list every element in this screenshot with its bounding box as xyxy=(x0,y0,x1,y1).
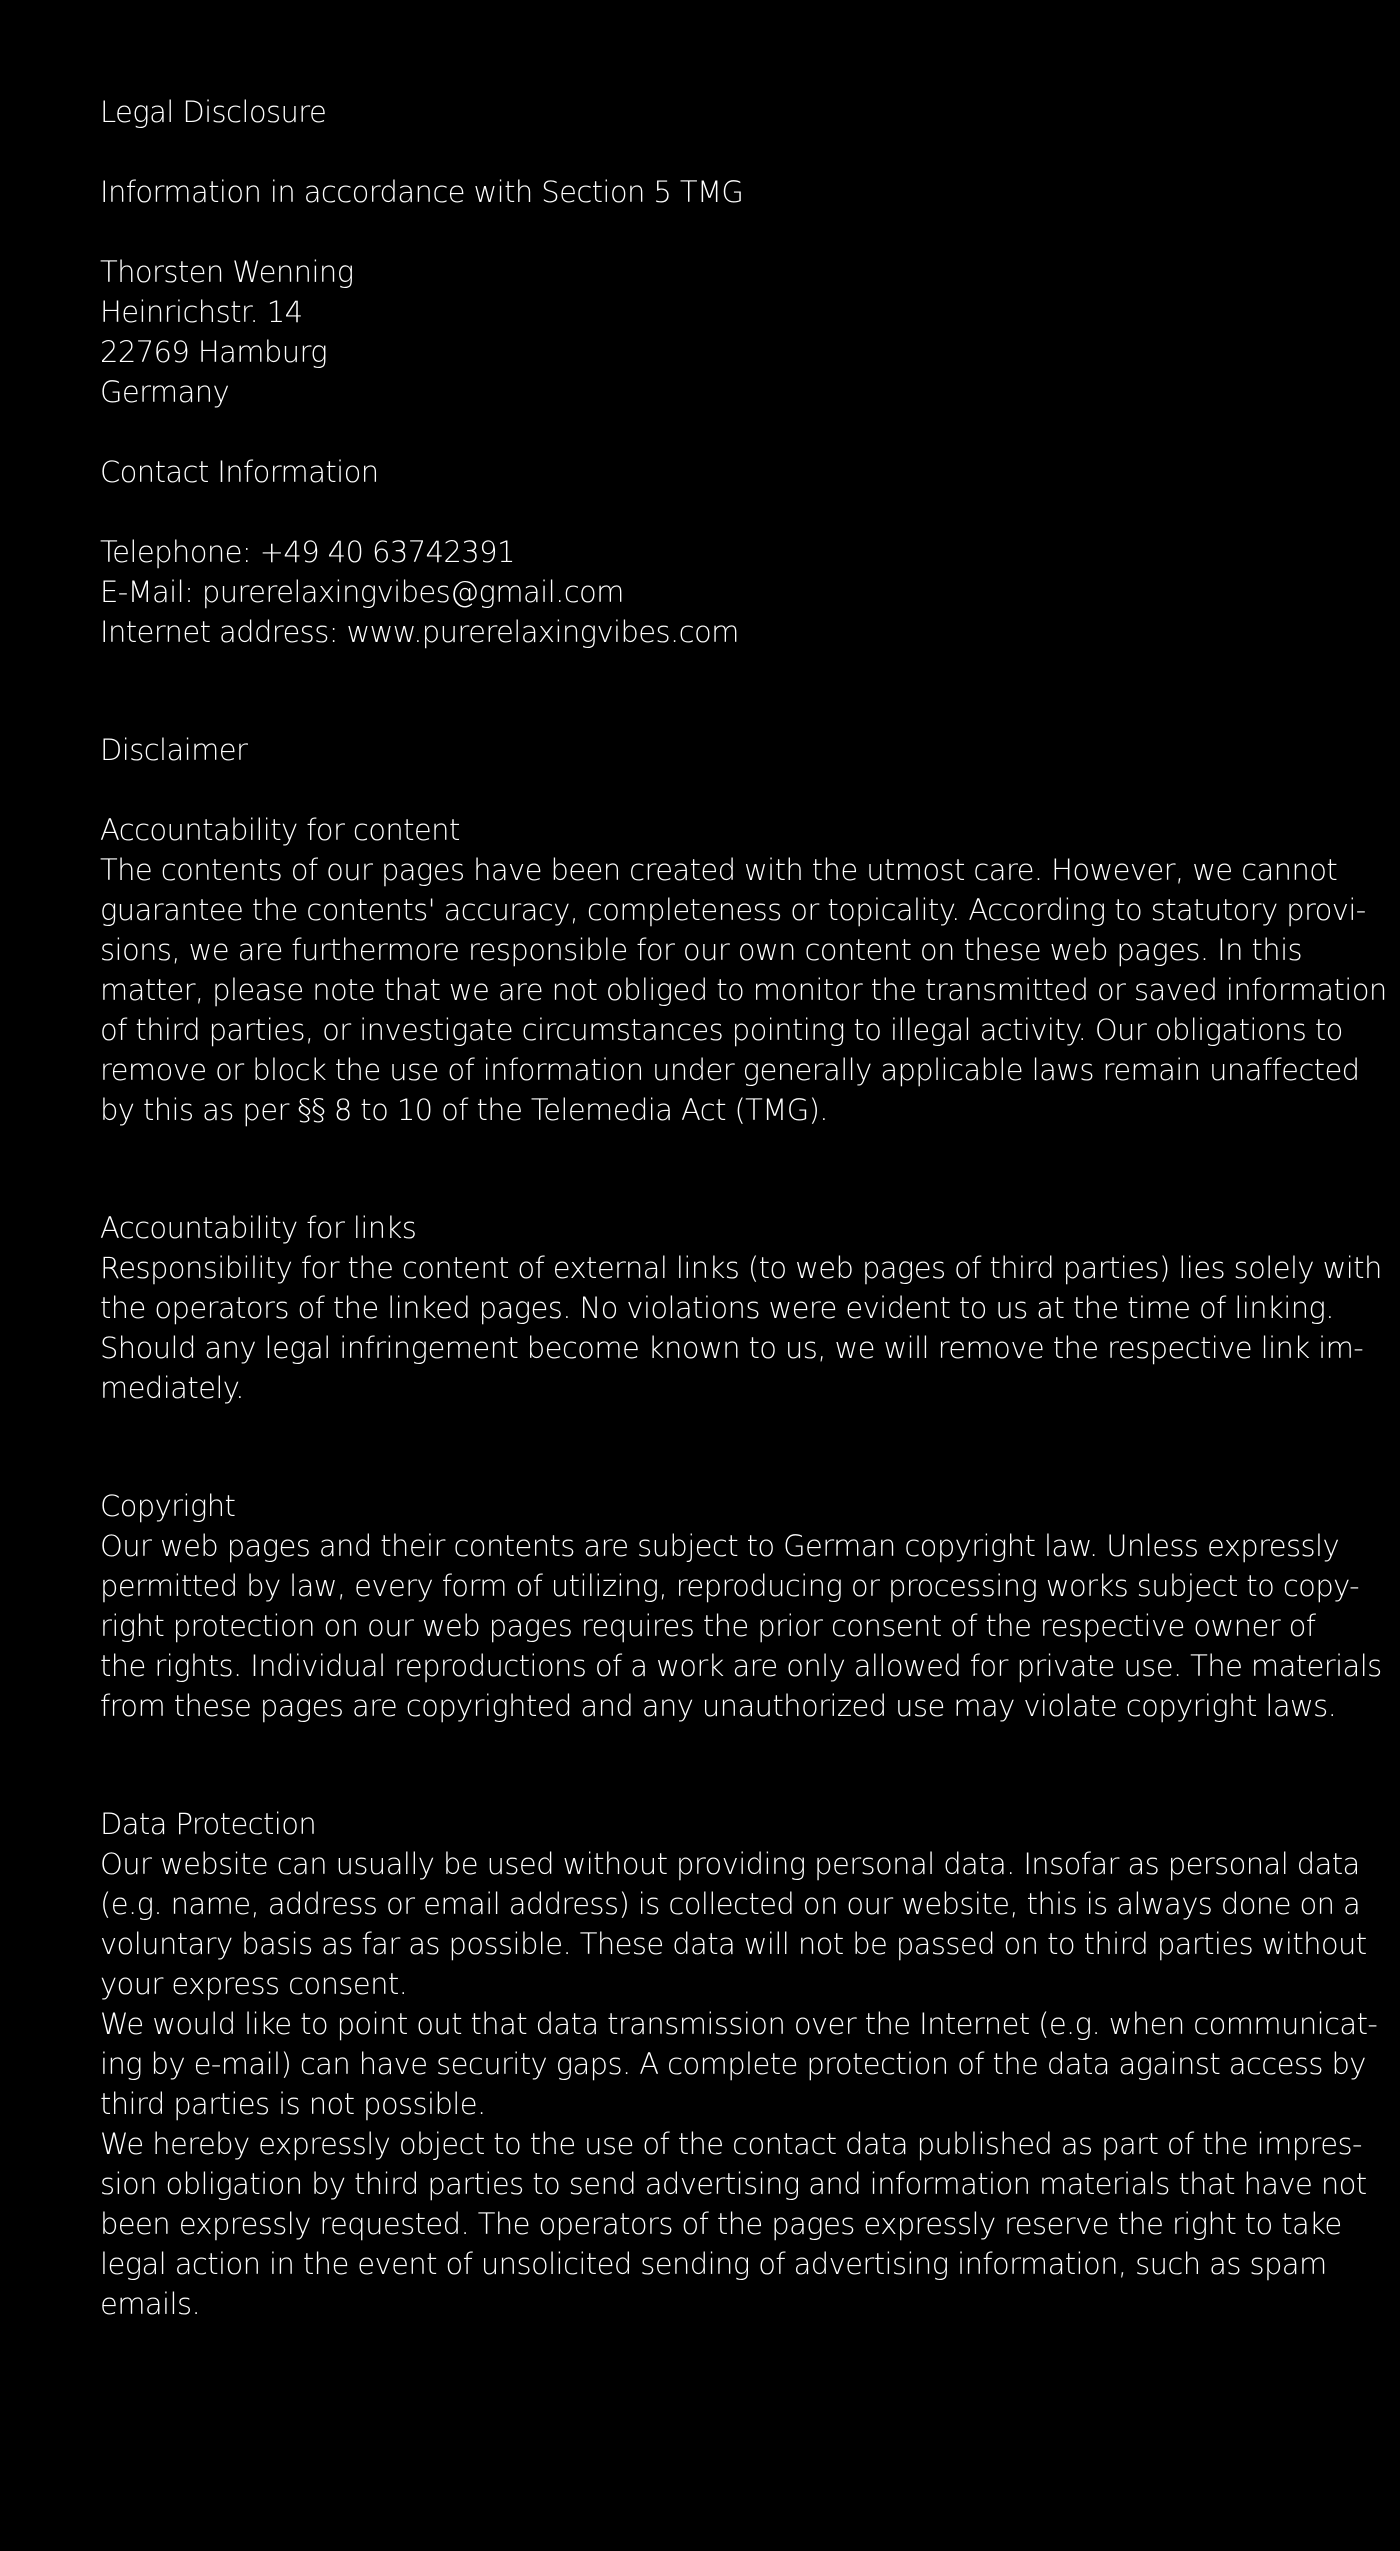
content-section xyxy=(100,810,1387,1130)
data-protection-line: third parties is not possible. xyxy=(100,2087,486,2121)
links-section xyxy=(100,1208,1382,1408)
copyright-line: permitted by law, every form of utilizing, reproducing or processing works subject to copy- xyxy=(100,1569,1360,1603)
address-street: Heinrichstr. 14 xyxy=(100,295,303,329)
telephone: Telephone: +49 40 63742391 xyxy=(100,535,515,569)
address-city: 22769 Hamburg xyxy=(100,335,328,369)
data-protection-line: your express consent. xyxy=(100,1967,408,2001)
content-line: by this as per §§ 8 to 10 of the Telemedia Act (TMG). xyxy=(100,1093,828,1127)
data-protection-line: (e.g. name, address or email address) is collected on our website, this is always done on a xyxy=(100,1887,1361,1921)
data-protection-section xyxy=(100,1804,1378,2324)
links-line: Responsibility for the content of external links (to web pages of third parties) lies solely with xyxy=(100,1251,1382,1285)
data-protection-line: We hereby expressly object to the use of the contact data published as part of the impres- xyxy=(100,2127,1362,2161)
content-line: The contents of our pages have been created with the utmost care. However, we cannot xyxy=(100,853,1338,887)
internet-row xyxy=(100,612,1300,652)
links-heading: Accountability for links xyxy=(100,1211,417,1245)
copyright-line: the rights. Individual reproductions of a work are only allowed for private use. The materials xyxy=(100,1649,1382,1683)
data-protection-line: been expressly requested. The operators of the pages expressly reserve the right to take xyxy=(100,2207,1342,2241)
email-row xyxy=(100,572,1300,612)
address-name: Thorsten Wenning xyxy=(100,255,354,289)
copyright-line: right protection on our web pages requires the prior consent of the respective owner of xyxy=(100,1609,1316,1643)
data-protection-line: legal action in the event of unsolicited sending of advertising information, such as spam xyxy=(100,2247,1327,2281)
copyright-section xyxy=(100,1486,1382,1726)
content-line: sions, we are furthermore responsible for our own content on these web pages. In this xyxy=(100,933,1303,967)
email-link[interactable]: purerelaxingvibes@gmail.com xyxy=(201,575,624,609)
data-protection-line: voluntary basis as far as possible. These data will not be passed on to third parties without xyxy=(100,1927,1367,1961)
email-label: E-Mail: xyxy=(100,575,202,609)
data-protection-line: emails. xyxy=(100,2287,201,2321)
data-protection-line: sion obligation by third parties to send advertising and information materials that have not xyxy=(100,2167,1367,2201)
copyright-line: from these pages are copyrighted and any unauthorized use may violate copyright laws. xyxy=(100,1689,1337,1723)
content-line: of third parties, or investigate circumstances pointing to illegal activity. Our obligations to xyxy=(100,1013,1343,1047)
data-protection-line: Our website can usually be used without providing personal data. Insofar as personal data xyxy=(100,1847,1360,1881)
internet-label: Internet address: xyxy=(100,615,347,649)
website-link[interactable]: www.purerelaxingvibes.com xyxy=(346,615,739,649)
content-line: guarantee the contents' accuracy, completeness or topicality. According to statutory provi- xyxy=(100,893,1366,927)
copyright-line: Our web pages and their contents are subject to German copyright law. Unless expressly xyxy=(100,1529,1340,1563)
address-country: Germany xyxy=(100,375,230,409)
contact-details xyxy=(100,532,1300,652)
data-protection-heading: Data Protection xyxy=(100,1807,317,1841)
contact-heading: Contact Information xyxy=(100,455,379,489)
data-protection-line: ing by e-mail) can have security gaps. A complete protection of the data against access by xyxy=(100,2047,1366,2081)
postal-address xyxy=(100,252,1300,412)
links-line: mediately. xyxy=(100,1371,244,1405)
data-protection-line: We would like to point out that data transmission over the Internet (e.g. when communicat- xyxy=(100,2007,1378,2041)
copyright-heading: Copyright xyxy=(100,1489,236,1523)
disclaimer-title: Disclaimer xyxy=(100,733,248,767)
content-line: remove or block the use of information under generally applicable laws remain unaffected xyxy=(100,1053,1360,1087)
links-line: Should any legal infringement become known to us, we will remove the respective link im- xyxy=(100,1331,1364,1365)
legal-disclosure-title: Legal Disclosure xyxy=(100,95,327,129)
tmg-info: Information in accordance with Section 5 TMG xyxy=(100,175,744,209)
links-line: the operators of the linked pages. No violations were evident to us at the time of linking. xyxy=(100,1291,1334,1325)
content-line: matter, please note that we are not obliged to monitor the transmitted or saved information xyxy=(100,973,1387,1007)
content-heading: Accountability for content xyxy=(100,813,460,847)
